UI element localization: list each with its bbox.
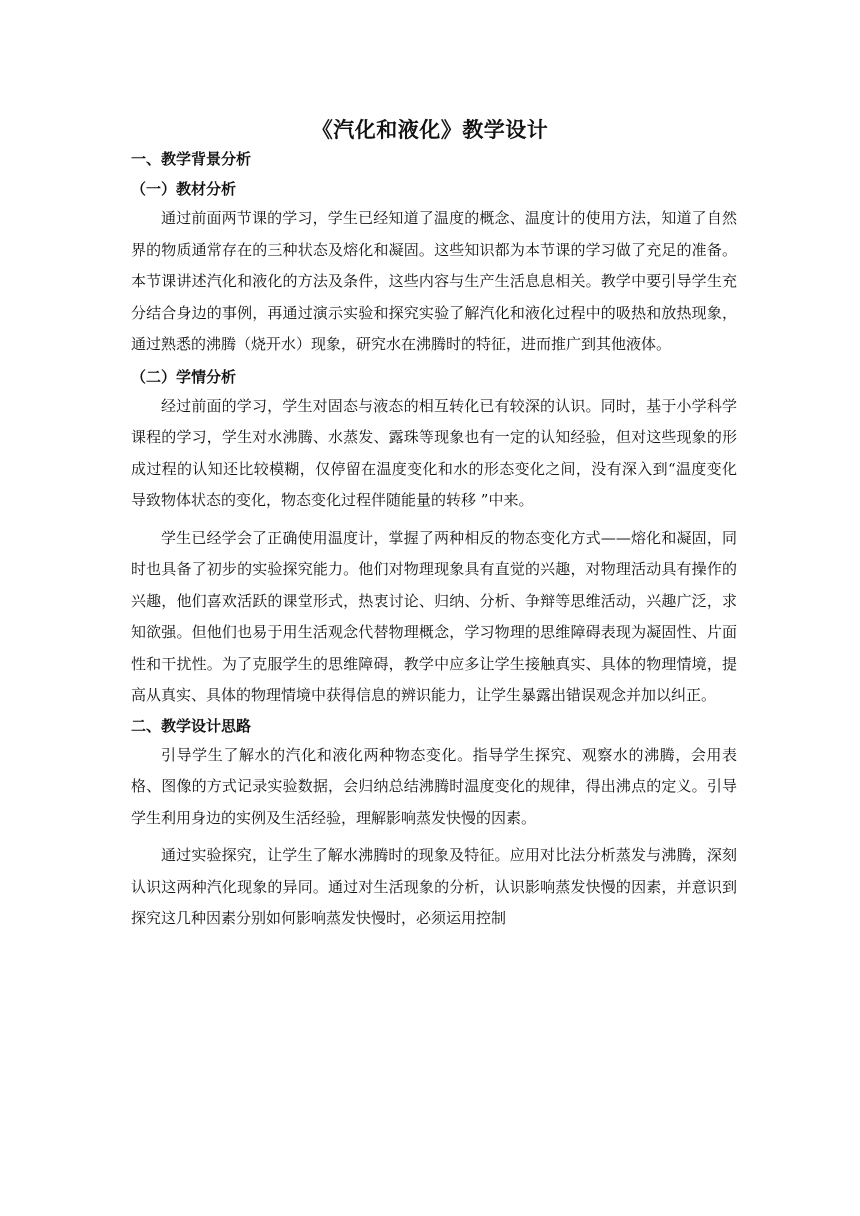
subsection-heading-textbook: （一）教材分析 <box>131 180 237 198</box>
paragraph-textbook-analysis: 通过前面两节课的学习，学生已经知道了温度的概念、温度计的使用方法，知道了自然界的物质通常存在的三种状态及熔化和凝固。这些知识都为本节课的学习做了充足的准备。本节课讲述汽化和液化的方法及条件，这些内容与生产生活息息相关。教学中要引导学生充分结合身边的事例，再通过演示实验和探究实验了解汽化和液化过程中的吸热和放热现象，通过熟悉的沸腾（烧开水）现象，研究水在沸腾时的特征，进而推广到其他液体。 <box>131 209 737 353</box>
subsection-heading-learners: （二）学情分析 <box>131 367 237 386</box>
section-heading-design: 二、教学设计思路 <box>131 716 252 735</box>
paragraph-design-2: 通过实验探究，让学生了解水沸腾时的现象及特征。应用对比法分析蒸发与沸腾，深刻认识这两种汽化现象的异同。通过对生活现象的分析，认识影响蒸发快慢的因素，并意识到探究这几种因素分别如何影响蒸发快慢时，必须运用控制 <box>131 846 737 927</box>
document-body <box>131 145 737 935</box>
paragraph-design-1: 引导学生了解水的汽化和液化两种物态变化。指导学生探究、观察水的沸腾，会用表格、图像的方式记录实验数据，会归纳总结沸腾时温度变化的规律，得出沸点的定义。引导学生利用身边的实例及生活经验，理解影响蒸发快慢的因素。 <box>131 745 737 827</box>
paragraph-learner-analysis-1: 经过前面的学习，学生对固态与液态的相互转化已有较深的认识。同时，基于小学科学课程的学习，学生对水沸腾、水蒸发、露珠等现象也有一定的认知经验，但对这些现象的形成过程的认知还比较模糊，仅停留在温度变化和水的形态变化之间，没有深入到“温度变化导致物体状态的变化，物态变化过程伴随能量的转移 ”中来。 <box>131 396 737 509</box>
paragraph-learner-analysis-2: 学生已经学会了正确使用温度计，掌握了两种相反的物态变化方式——熔化和凝固，同时也具备了初步的实验探究能力。他们对物理现象具有直觉的兴趣，对物理活动具有操作的兴趣，他们喜欢活跃的课堂形式，热衷讨论、归纳、分析、争辩等思维活动，兴趣广泛，求知欲强。但他们也易于用生活观念代替物理概念，学习物理的思维障碍表现为凝固性、片面性和干扰性。为了克服学生的思维障碍，教学中应多让学生接触真实、具体的物理情境，提高从真实、具体的物理情境中获得信息的辨识能力，让学生暴露出错误观念并加以纠正。 <box>131 528 737 704</box>
document-title: 《汽化和液化》教学设计 <box>311 118 549 142</box>
section-heading-background: 一、教学背景分析 <box>131 150 252 168</box>
